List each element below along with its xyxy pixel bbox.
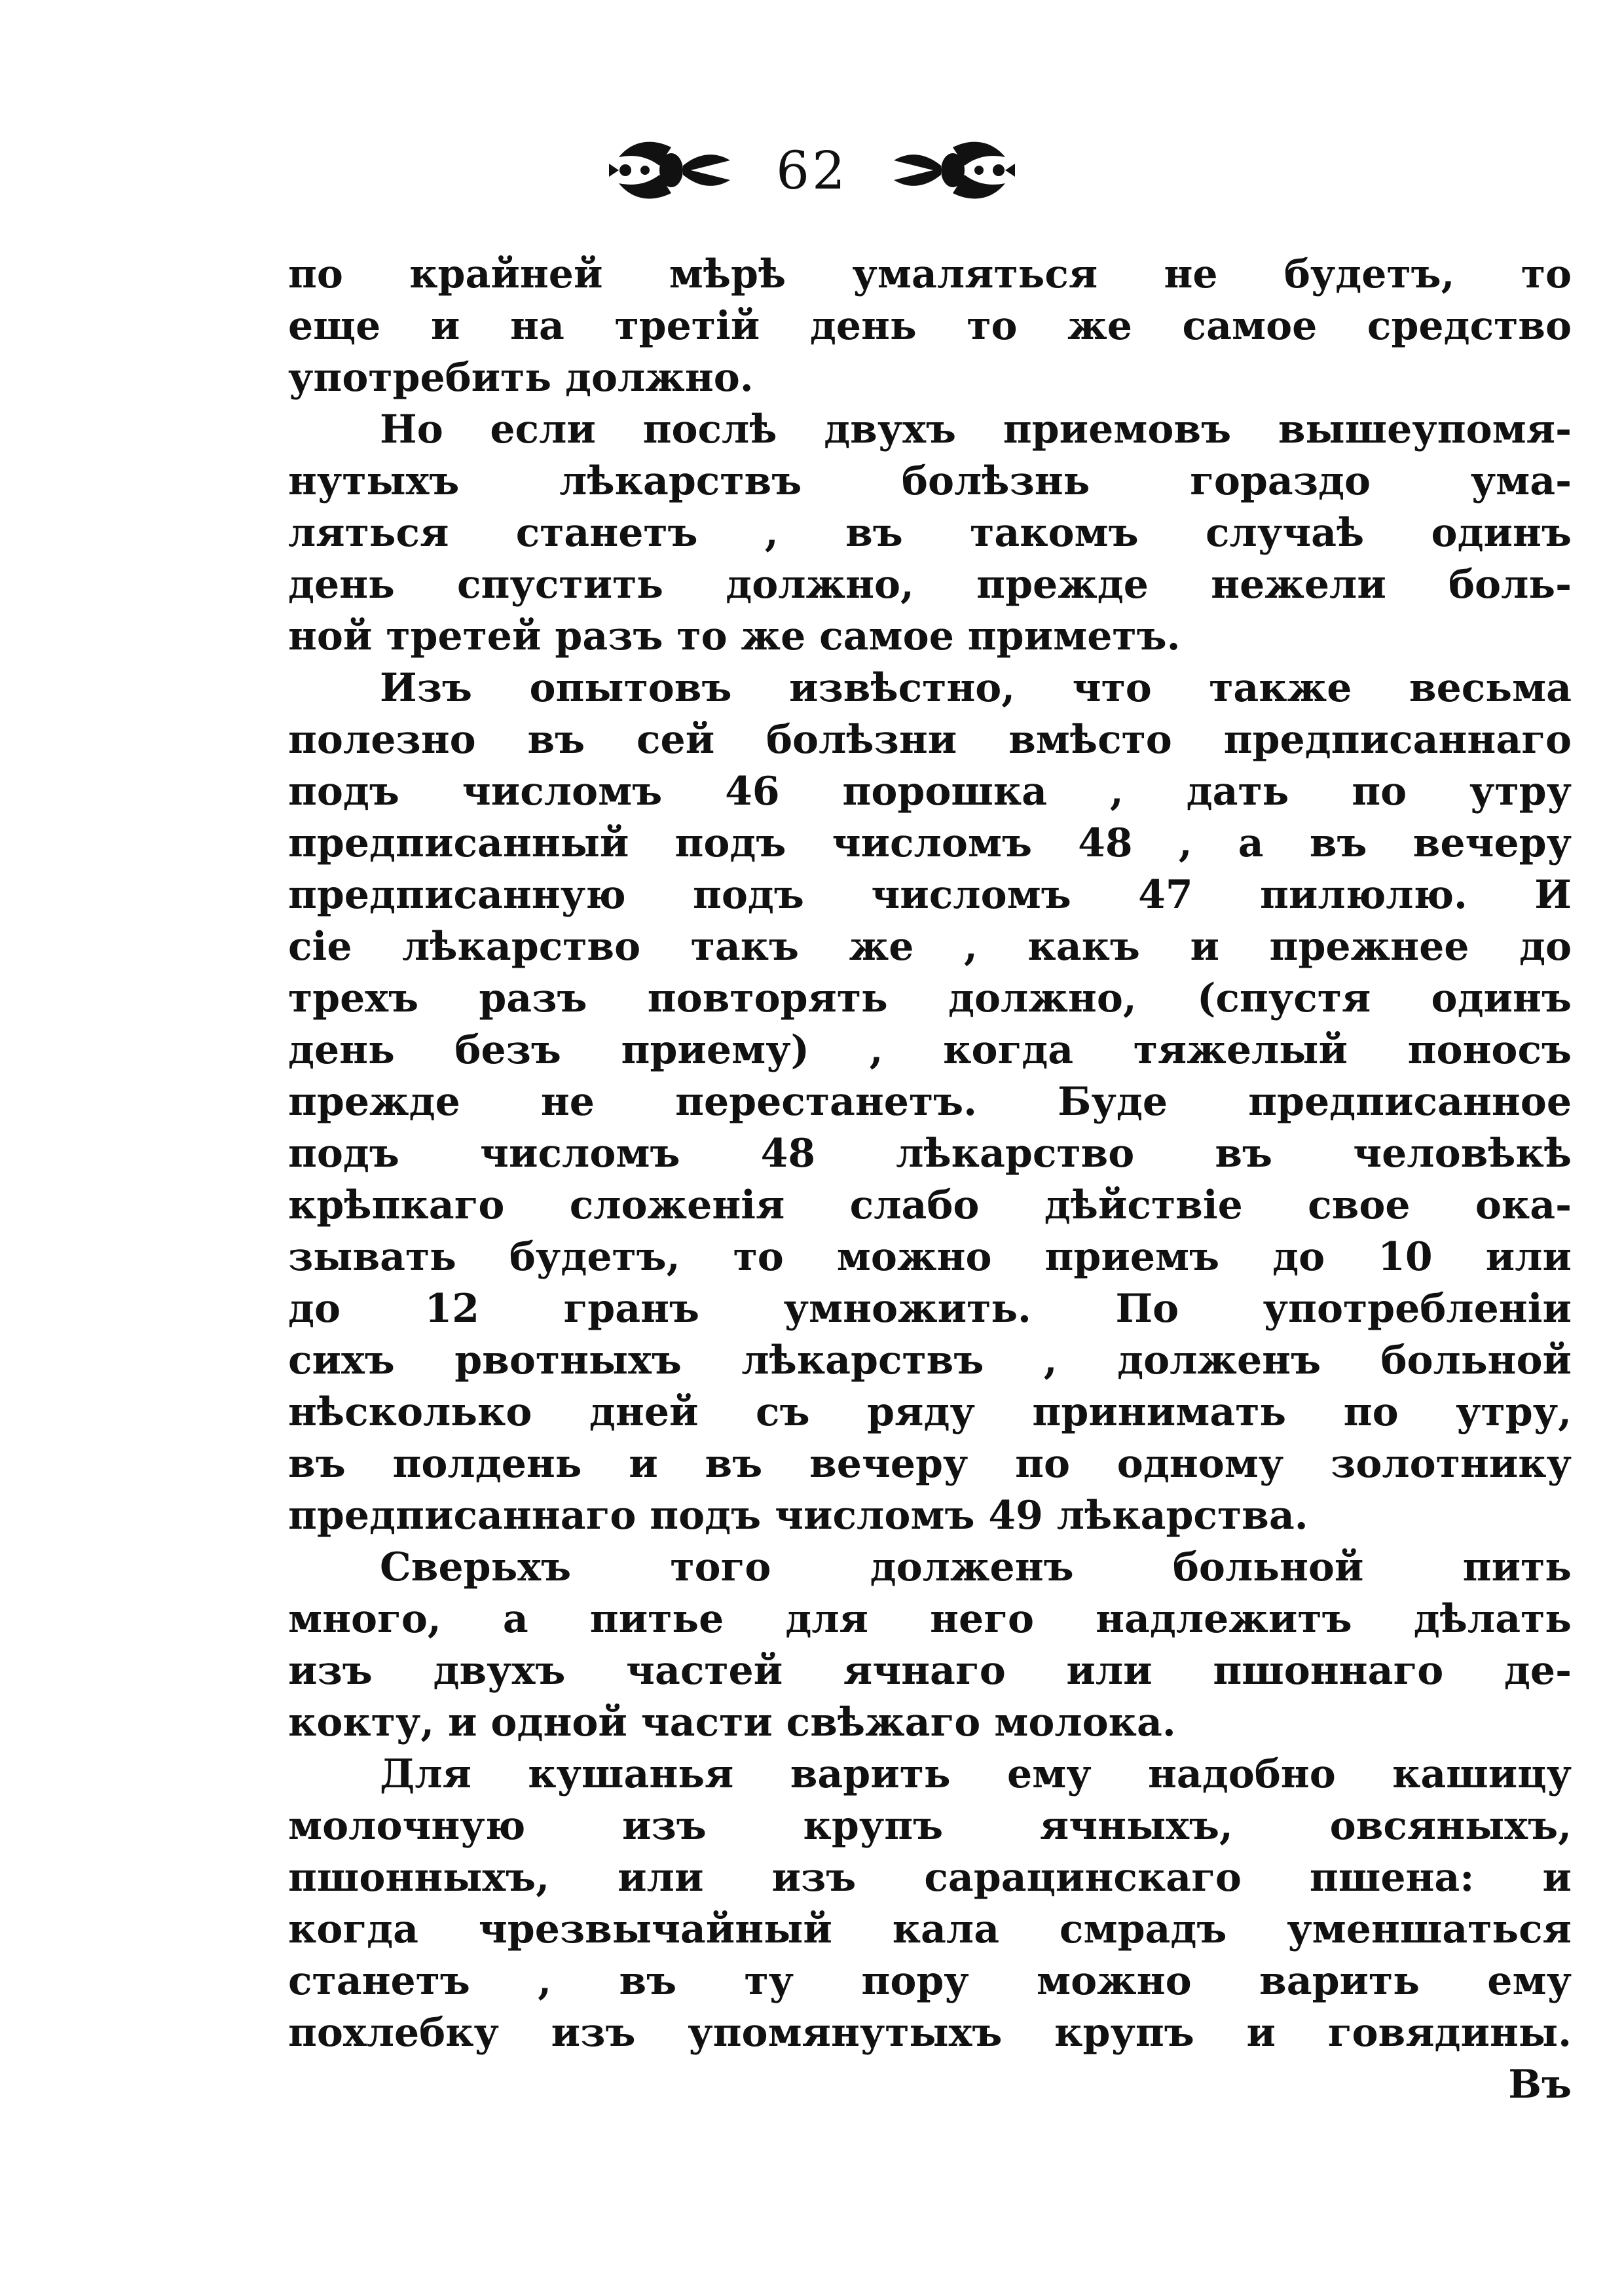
text-line: ной третей разъ то же самое приметъ. — [288, 613, 1181, 659]
fleuron-ornament-right-icon — [887, 134, 1018, 206]
text-line: станетъ , въ ту пору можно варить ему — [288, 1958, 1572, 2004]
text-line: до 12 гранъ умножить. По употребленіи — [288, 1286, 1572, 1332]
text-line: день спустить должно, прежде нежели боль- — [288, 562, 1572, 608]
text-line: Сверьхъ того долженъ больной пить — [380, 1544, 1572, 1590]
text-line: когда чрезвычайный кала смрадъ уменшаться — [288, 1906, 1572, 1952]
text-line: Изъ опытовъ извѣстно, что также весьма — [380, 665, 1572, 711]
fleuron-ornament-left-icon — [606, 134, 737, 206]
text-line: подъ числомъ 48 лѣкарство въ человѣкѣ — [288, 1131, 1572, 1176]
page-header — [0, 131, 1624, 210]
text-line: употребить должно. — [288, 355, 754, 401]
text-line: похлебку изъ упомянутыхъ крупъ и говядины. — [288, 2010, 1572, 2056]
text-line: Но если послѣ двухъ приемовъ вышеупомя- — [380, 407, 1572, 452]
text-line: по крайней мѣрѣ умаляться не будетъ, то — [288, 251, 1572, 297]
text-line: нутыхъ лѣкарствъ болѣзнь гораздо ума- — [288, 458, 1572, 504]
text-line: молочную изъ крупъ ячныхъ, овсяныхъ, — [288, 1803, 1572, 1849]
text-line: сіе лѣкарство такъ же , какъ и прежнее до — [288, 924, 1572, 970]
text-line: трехъ разъ повторять должно, (спустя одинъ — [288, 975, 1572, 1021]
text-line: кокту, и одной части свѣжаго молока. — [288, 1700, 1176, 1745]
text-line: зывать будетъ, то можно приемъ до 10 или — [288, 1234, 1572, 1280]
text-line: сихъ рвотныхъ лѣкарствъ , долженъ больной — [288, 1338, 1572, 1383]
text-line: въ полдень и въ вечеру по одному золотнику — [288, 1441, 1572, 1487]
text-line: подъ числомъ 46 порошка , дать по утру — [288, 769, 1572, 814]
text-line: много, а питье для него надлежитъ дѣлать — [288, 1596, 1572, 1642]
text-line: изъ двухъ частей ячнаго или пшоннаго де- — [288, 1648, 1572, 1694]
text-line: день безъ приему) , когда тяжелый поносъ — [288, 1027, 1572, 1073]
text-line: прежде не перестанетъ. Буде предписанное — [288, 1079, 1572, 1125]
text-line: предписанный подъ числомъ 48 , а въ вечеру — [288, 820, 1572, 866]
catchword: Въ — [1508, 2062, 1572, 2107]
text-line: Для кушанья варить ему надобно кашицу — [380, 1751, 1572, 1797]
text-line: нѣсколько дней съ ряду принимать по утру, — [288, 1389, 1572, 1435]
text-line: пшонныхъ, или изъ сарацинскаго пшена: и — [288, 1855, 1572, 1901]
page-number: 62 — [776, 139, 848, 201]
text-line: ляться станетъ , въ такомъ случаѣ одинъ — [288, 510, 1572, 556]
text-line: предписанную подъ числомъ 47 пилюлю. И — [288, 872, 1572, 918]
body-text — [288, 249, 1572, 2111]
text-line: предписаннаго подъ числомъ 49 лѣкарства. — [288, 1493, 1308, 1539]
text-line: крѣпкаго сложенія слабо дѣйствіе свое ока- — [288, 1182, 1572, 1228]
text-line: полезно въ сей болѣзни вмѣсто предписаннаго — [288, 717, 1572, 763]
text-line: еще и на третій день то же самое средство — [288, 303, 1572, 349]
